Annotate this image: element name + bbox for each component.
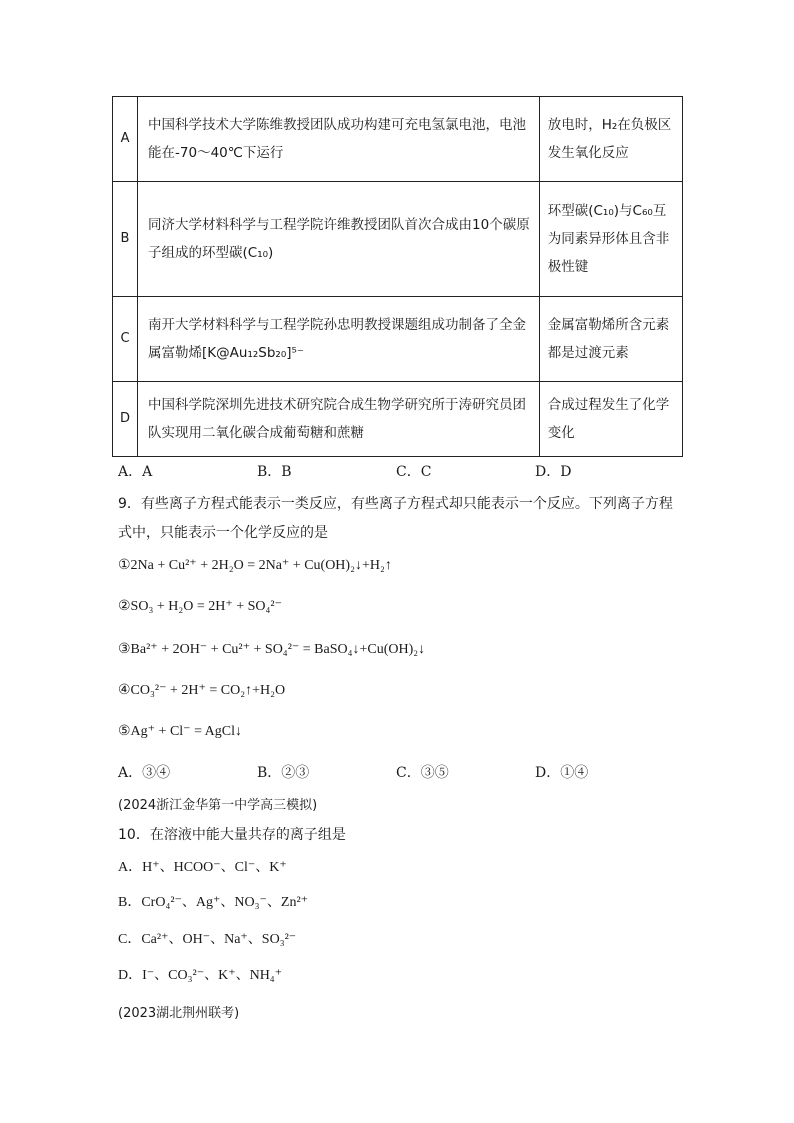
row-result: 放电时，H₂在负极区发生氧化反应 [539,97,682,182]
row-label: B [113,182,138,297]
option-d[interactable]: D．①④ [535,765,589,781]
question-9-stem-line-2: 式中，只能表示一个化学反应的是 [118,525,328,541]
row-label: A [113,97,138,182]
question-10-option-a[interactable]: A．H⁺、HCOO⁻、Cl⁻、K⁺ [118,860,287,875]
question-10-option-b[interactable]: B．CrO₄²⁻、Ag⁺、NO₃⁻、Zn²⁺ [118,895,309,910]
row-statement: 同济大学材料科学与工程学院许维教授团队首次合成由10个碳原子组成的环型碳(C₁₀) [138,182,540,297]
question-9-stem-line-1: 9．有些离子方程式能表示一类反应，有些离子方程式却只能表示一个反应。下列离子方程 [118,496,673,512]
equation-1: ①2Na + Cu²⁺ + 2H₂O = 2Na⁺ + Cu(OH)₂↓+H₂↑ [118,558,392,573]
option-a[interactable]: A．③④ [118,765,171,781]
option-b[interactable]: B．B [257,464,292,480]
equation-4: ④CO₃²⁻ + 2H⁺ = CO₂↑+H₂O [118,683,286,698]
question-9-options [118,762,678,782]
option-a[interactable]: A．A [118,464,153,480]
question-8-table [112,96,683,457]
next-question-source: (2023湖北荆州联考) [118,1006,240,1021]
equation-5: ⑤Ag⁺ + Cl⁻ = AgCl↓ [118,724,243,739]
option-b[interactable]: B．②③ [257,765,310,781]
question-10-option-c[interactable]: C．Ca²⁺、OH⁻、Na⁺、SO₃²⁻ [118,932,297,947]
row-label: D [113,382,138,457]
row-statement: 南开大学材料科学与工程学院孙忠明教授课题组成功制备了全金属富勒烯[K@Au₁₂Sb₂₀]⁵⁻ [138,297,540,382]
question-8-options [118,461,678,481]
equation-3: ③Ba²⁺ + 2OH⁻ + Cu²⁺ + SO₄²⁻ = BaSO₄↓+Cu(OH)₂↓ [118,642,426,657]
question-10-option-d[interactable]: D．I⁻、CO₃²⁻、K⁺、NH₄⁺ [118,968,283,983]
table-row [113,382,683,457]
table-row [113,97,683,182]
row-result: 环型碳(C₁₀)与C₆₀互为同素异形体且含非极性键 [539,182,682,297]
row-statement: 中国科学院深圳先进技术研究院合成生物学研究所于涛研究员团队实现用二氧化碳合成葡萄糖和蔗糖 [138,382,540,457]
option-d[interactable]: D．D [535,464,572,480]
row-label: C [113,297,138,382]
option-c[interactable]: C．C [396,464,432,480]
equation-2: ②SO₃ + H₂O = 2H⁺ + SO₄²⁻ [118,599,282,614]
row-statement: 中国科学技术大学陈维教授团队成功构建可充电氢氯电池，电池能在-70～40℃下运行 [138,97,540,182]
table-row [113,297,683,382]
row-result: 金属富勒烯所含元素都是过渡元素 [539,297,682,382]
row-result: 合成过程发生了化学变化 [539,382,682,457]
table-row [113,182,683,297]
option-c[interactable]: C．③⑤ [396,765,449,781]
question-10-source: (2024浙江金华第一中学高三模拟) [118,798,318,813]
question-10-stem: 10．在溶液中能大量共存的离子组是 [118,827,346,843]
